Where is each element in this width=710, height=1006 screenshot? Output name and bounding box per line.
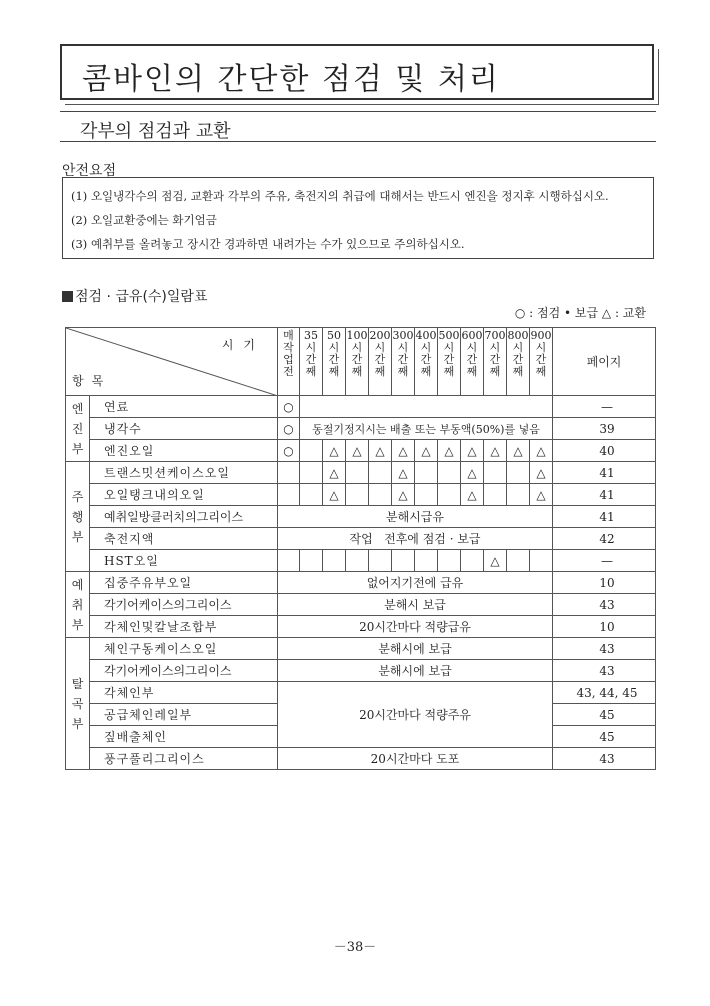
table-cell — [346, 462, 369, 484]
group-engine: 엔 진 부 — [66, 396, 90, 462]
mark-triangle: △ — [392, 484, 415, 506]
mark-circle: ○ — [278, 440, 300, 462]
mark-empty — [300, 440, 323, 462]
mark-triangle: △ — [461, 440, 484, 462]
section-rule-bottom — [60, 141, 656, 142]
safety-item: (3) 예취부를 올려놓고 장시간 경과하면 내려가는 수가 있으므로 주의하십시오. — [71, 237, 465, 251]
group-reaper: 예 취 부 — [66, 572, 90, 638]
page-number: －38－ — [333, 940, 377, 955]
table-cell — [300, 462, 323, 484]
table-cell — [392, 550, 415, 572]
item-label: 엔진오일 — [90, 440, 278, 462]
span-note: 분해시급유 — [278, 506, 553, 528]
item-label: 냉각수 — [90, 418, 278, 440]
group-thresher: 탈 곡 부 — [66, 638, 90, 770]
item-label: 각체인부 — [90, 682, 278, 704]
table-cell — [369, 550, 392, 572]
page-ref: 45 — [553, 704, 656, 726]
inspection-table — [65, 327, 656, 770]
page-ref: 40 — [553, 440, 656, 462]
span-note: 동절기정지시는 배출 또는 부동액(50%)를 넣음 — [300, 418, 553, 440]
table-cell — [300, 484, 323, 506]
table-cell — [530, 550, 553, 572]
span-note: 없어지기전에 급유 — [278, 572, 553, 594]
title-box — [60, 44, 654, 100]
header-item: 항목 — [72, 374, 112, 388]
mark-triangle: △ — [392, 440, 415, 462]
item-label: 축전지액 — [90, 528, 278, 550]
page-ref: — — [553, 396, 656, 418]
mark-triangle: △ — [323, 462, 346, 484]
square-bullet-icon — [62, 291, 73, 302]
table-label: 점검 · 급유(수)일람표 — [62, 286, 207, 306]
item-label: 집중주유부오일 — [90, 572, 278, 594]
item-label: 각체인및칼날조합부 — [90, 616, 278, 638]
mark-triangle: △ — [484, 440, 507, 462]
interval-header: 300 시 간 째 — [392, 328, 415, 396]
mark-triangle: △ — [461, 484, 484, 506]
table-cell — [346, 484, 369, 506]
item-label: 각기어케이스의그리이스 — [90, 660, 278, 682]
interval-header: 100 시 간 째 — [346, 328, 369, 396]
mark-circle: ○ — [278, 396, 300, 418]
mark-triangle: △ — [415, 440, 438, 462]
table-cell — [438, 550, 461, 572]
safety-item: (2) 오일교환중에는 화기엄금 — [71, 213, 217, 227]
interval-header: 900 시 간 째 — [530, 328, 553, 396]
mark-triangle: △ — [530, 462, 553, 484]
page-ref: 39 — [553, 418, 656, 440]
table-cell — [507, 484, 530, 506]
item-label: 공급체인레일부 — [90, 704, 278, 726]
mark-triangle: △ — [369, 440, 392, 462]
interval-header: 매 작 업 전 — [278, 328, 300, 396]
page-ref: 43 — [553, 660, 656, 682]
interval-header: 500 시 간 째 — [438, 328, 461, 396]
blank-cell — [300, 396, 553, 418]
item-label: 트랜스밋션케이스오일 — [90, 462, 278, 484]
mark-triangle: △ — [323, 440, 346, 462]
safety-item: (1) 오일냉각수의 점검, 교환과 각부의 주유, 축전지의 취급에 대해서는 반드시 엔진을 정지후 시행하십시오. — [71, 189, 609, 203]
table-cell — [507, 550, 530, 572]
interval-header: 400 시 간 째 — [415, 328, 438, 396]
table-cell — [415, 550, 438, 572]
item-label: HST오일 — [90, 550, 278, 572]
page-ref: 41 — [553, 484, 656, 506]
mark-triangle: △ — [530, 484, 553, 506]
item-label: 예취일방클러치의그리이스 — [90, 506, 278, 528]
span-note: 분해시에 보급 — [278, 638, 553, 660]
span-note: 20시간마다 도포 — [278, 748, 553, 770]
mark-triangle: △ — [346, 440, 369, 462]
safety-label: 안전요점 — [62, 163, 117, 179]
table-cell — [369, 484, 392, 506]
item-label: 풍구풀리그리이스 — [90, 748, 278, 770]
page-ref: 43 — [553, 748, 656, 770]
table-cell — [300, 550, 323, 572]
page-title: 콤바인의 간단한 점검 및 처리 — [82, 62, 500, 97]
page-ref: 43 — [553, 638, 656, 660]
table-cell — [438, 484, 461, 506]
header-period: 시기 — [221, 338, 265, 352]
interval-header: 200 시 간 째 — [369, 328, 392, 396]
table-cell — [278, 550, 300, 572]
table-cell — [415, 484, 438, 506]
span-note: 분해시에 보급 — [278, 660, 553, 682]
mark-triangle: △ — [461, 462, 484, 484]
page-ref: 43, 44, 45 — [553, 682, 656, 704]
span-note: 분해시 보급 — [278, 594, 553, 616]
span-note: 작업 전후에 점검 · 보급 — [278, 528, 553, 550]
table-cell — [415, 462, 438, 484]
header-page: 페이지 — [553, 328, 656, 396]
mark-triangle: △ — [484, 550, 507, 572]
page-ref: 42 — [553, 528, 656, 550]
table-cell — [484, 462, 507, 484]
page-ref: 45 — [553, 726, 656, 748]
interval-header: 600 시 간 째 — [461, 328, 484, 396]
table-cell — [346, 550, 369, 572]
page-ref: 10 — [553, 572, 656, 594]
span-note: 20시간마다 적량급유 — [278, 616, 553, 638]
section-rule-top — [60, 111, 656, 112]
interval-header: 700 시 간 째 — [484, 328, 507, 396]
item-label: 오일탱크내의오일 — [90, 484, 278, 506]
safety-box — [62, 177, 654, 259]
header-diagonal-cell — [66, 328, 278, 396]
interval-header: 800 시 간 째 — [507, 328, 530, 396]
page-ref: 43 — [553, 594, 656, 616]
table-cell — [461, 550, 484, 572]
mark-circle: ○ — [278, 418, 300, 440]
table-cell — [484, 484, 507, 506]
table-cell — [369, 462, 392, 484]
page-ref: 10 — [553, 616, 656, 638]
legend: ○ : 점검 • 보급 △ : 교환 — [514, 306, 646, 320]
item-label: 짚배출체인 — [90, 726, 278, 748]
item-label: 각기어케이스의그리이스 — [90, 594, 278, 616]
table-cell — [438, 462, 461, 484]
item-label: 연료 — [90, 396, 278, 418]
interval-header: 50 시 간 째 — [323, 328, 346, 396]
mark-triangle: △ — [507, 440, 530, 462]
mark-triangle: △ — [530, 440, 553, 462]
table-cell — [507, 462, 530, 484]
section-heading: 각부의 점검과 교환 — [80, 121, 231, 142]
item-label: 체인구동케이스오일 — [90, 638, 278, 660]
span-note: 20시간마다 적량주유 — [278, 682, 553, 748]
table-cell — [278, 462, 300, 484]
group-drive: 주 행 부 — [66, 462, 90, 572]
table-cell — [278, 484, 300, 506]
mark-triangle: △ — [323, 484, 346, 506]
mark-triangle: △ — [438, 440, 461, 462]
page-ref: 41 — [553, 506, 656, 528]
table-cell — [323, 550, 346, 572]
mark-triangle: △ — [392, 462, 415, 484]
page-ref: — — [553, 550, 656, 572]
page-ref: 41 — [553, 462, 656, 484]
interval-header: 35 시 간 째 — [300, 328, 323, 396]
